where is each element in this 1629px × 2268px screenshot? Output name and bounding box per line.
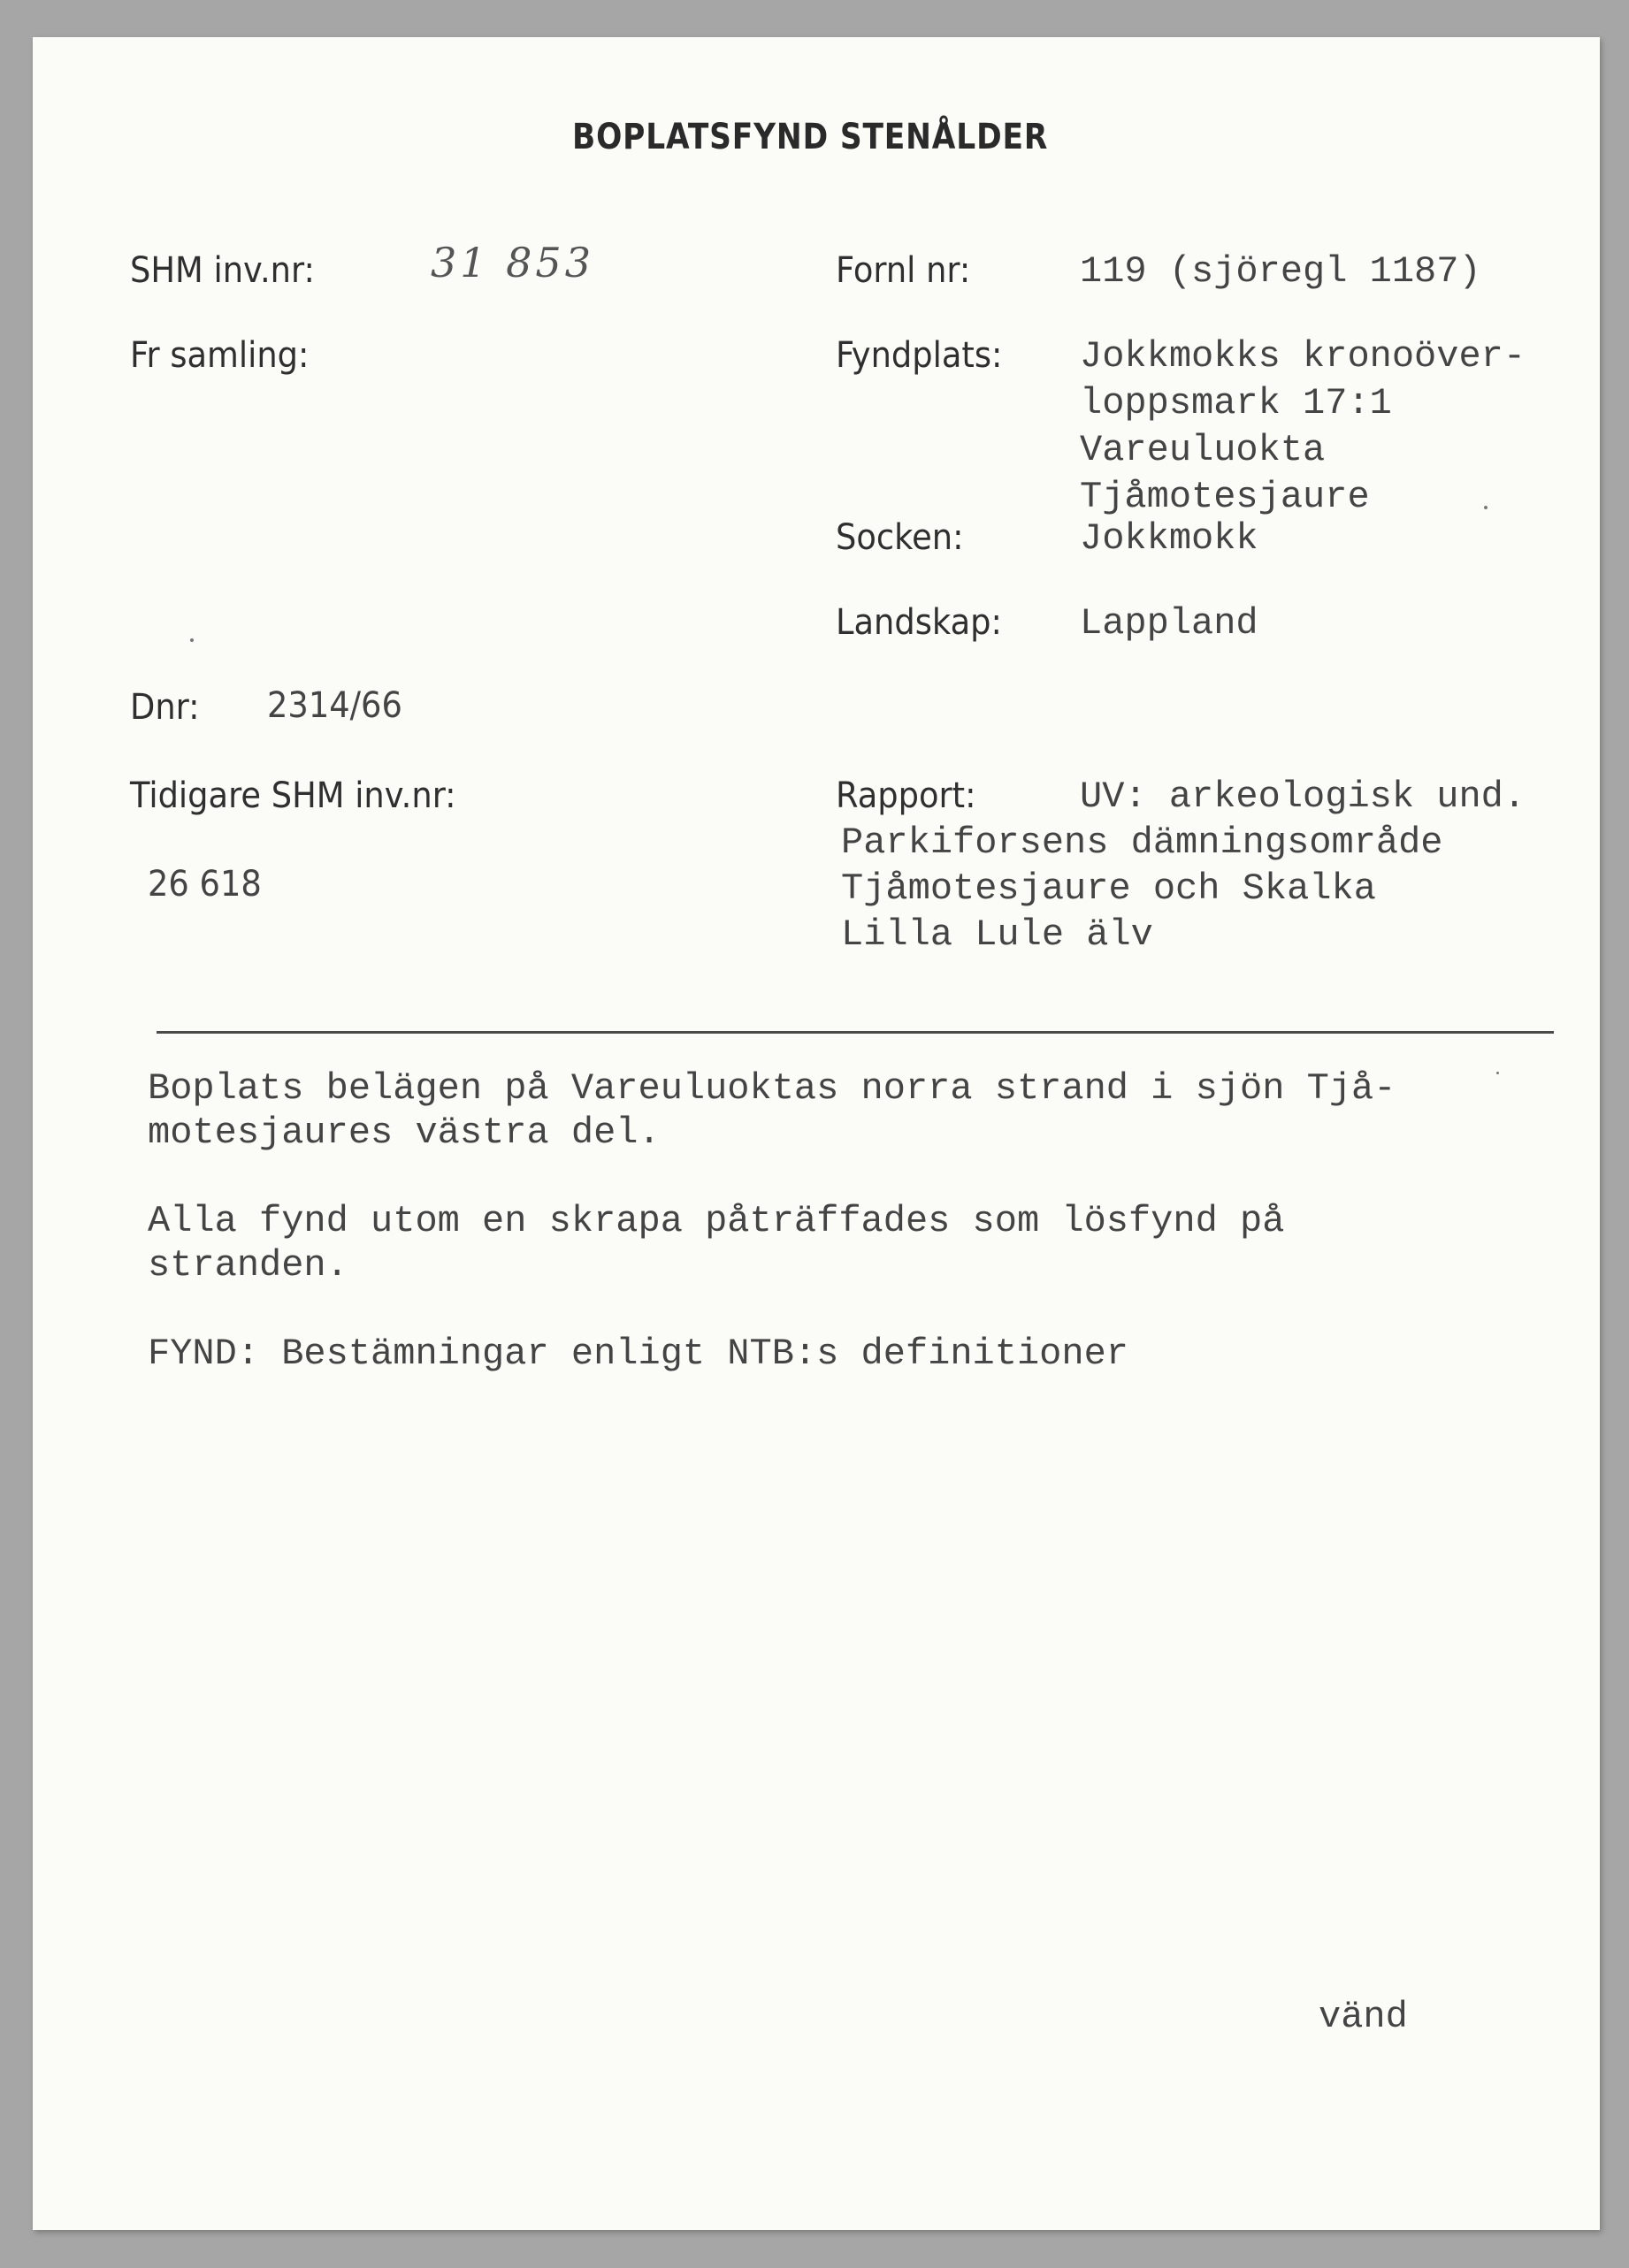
fornl-value: 119 (sjöregl 1187) bbox=[1080, 250, 1481, 293]
turn-over-note: vänd bbox=[1319, 1996, 1408, 2038]
tidigare-value: 26 618 bbox=[148, 864, 262, 905]
tidigare-label: Tidigare SHM inv.nr: bbox=[130, 775, 456, 816]
speck bbox=[1484, 506, 1488, 509]
fyndplats-line: Vareuluokta bbox=[1080, 429, 1326, 471]
landskap-label: Landskap: bbox=[836, 602, 1002, 643]
fyndplats-line: Tjåmotesjaure bbox=[1080, 476, 1370, 518]
fyndplats-line: Jokkmokks kronoöver- bbox=[1080, 335, 1526, 378]
fyndplats-line: loppsmark 17:1 bbox=[1080, 382, 1392, 424]
body-line: FYND: Bestämningar enligt NTB:s definitioner bbox=[148, 1333, 1128, 1375]
socken-value: Jokkmokk bbox=[1080, 517, 1258, 560]
body-line: Boplats belägen på Vareuluoktas norra strand i sjön Tjå- bbox=[148, 1067, 1396, 1110]
speck bbox=[1496, 1072, 1499, 1074]
catalog-card bbox=[33, 37, 1600, 2230]
fr-samling-label: Fr samling: bbox=[130, 335, 310, 376]
body-line: motesjaures västra del. bbox=[148, 1111, 661, 1154]
body-line: Alla fynd utom en skrapa påträffades som lösfynd på bbox=[148, 1200, 1285, 1242]
rapport-line: UV: arkeologisk und. bbox=[1080, 775, 1526, 818]
shm-inv-label: SHM inv.nr: bbox=[130, 250, 315, 291]
speck bbox=[190, 638, 194, 642]
card-title: BOPLATSFYND STENÅLDER bbox=[572, 117, 1049, 157]
body-line: stranden. bbox=[148, 1244, 348, 1287]
dnr-value: 2314/66 bbox=[267, 685, 402, 726]
rapport-line: Tjåmotesjaure och Skalka bbox=[841, 867, 1376, 910]
shm-inv-value: 31 853 bbox=[431, 239, 594, 286]
socken-label: Socken: bbox=[836, 517, 964, 558]
landskap-value: Lappland bbox=[1080, 602, 1258, 645]
rapport-label: Rapport: bbox=[836, 775, 976, 816]
dnr-label: Dnr: bbox=[130, 687, 200, 728]
fyndplats-label: Fyndplats: bbox=[836, 335, 1003, 376]
divider-line bbox=[157, 1031, 1554, 1034]
rapport-line: Parkiforsens dämningsområde bbox=[841, 821, 1443, 864]
rapport-line: Lilla Lule älv bbox=[841, 913, 1153, 956]
fornl-label: Fornl nr: bbox=[836, 250, 971, 291]
